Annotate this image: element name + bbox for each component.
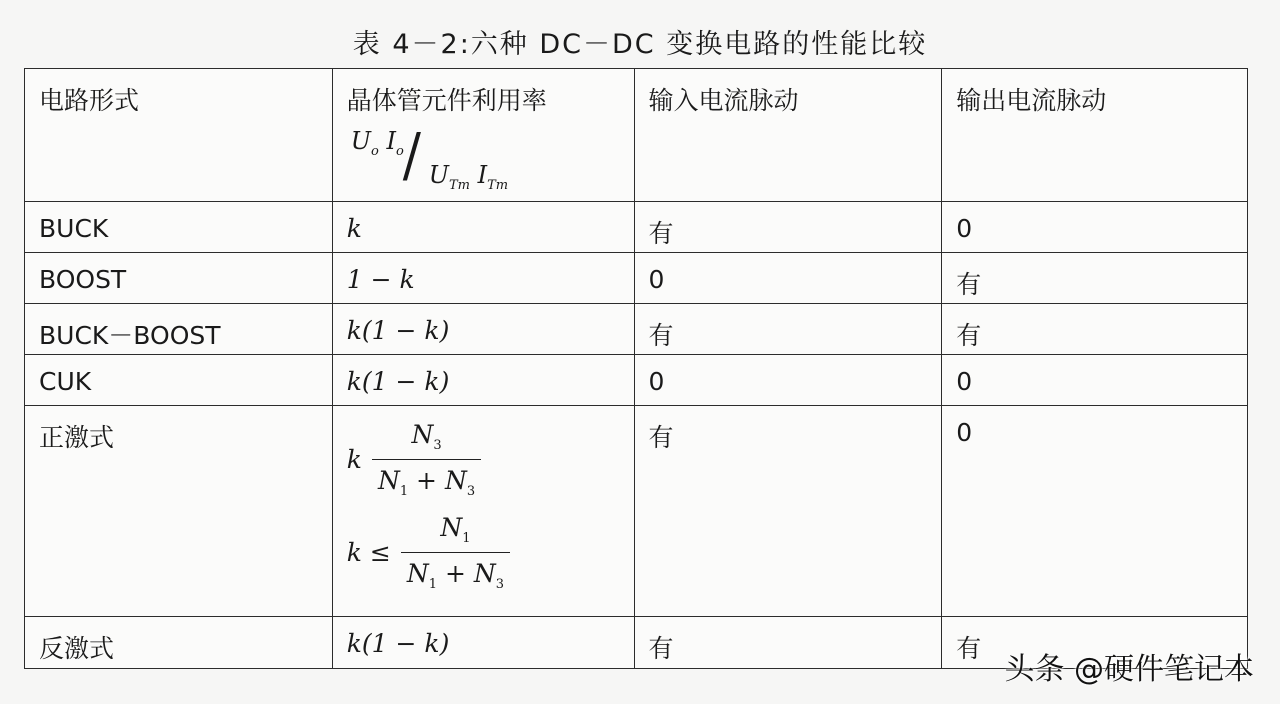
header-output-ripple: 输出电流脉动 [942, 69, 1248, 202]
cell-type: BUCK－BOOST [25, 304, 333, 355]
cell-utilization [332, 406, 634, 617]
cell-output-ripple: 有 [942, 253, 1248, 304]
forward-formula-2: k ≤ $\frac{N_1}{N_1 + N_3}$ [347, 513, 620, 592]
cell-utilization: k [332, 202, 634, 253]
cell-type: 反激式 [25, 617, 333, 669]
header-utilization-label: 晶体管元件利用率 [346, 86, 547, 115]
cell-utilization: 1 − k [332, 253, 634, 304]
cell-utilization: k(1 − k) [332, 304, 634, 355]
cell-utilization: k(1 − k) [332, 617, 634, 669]
table-row [25, 253, 1248, 304]
table-row [25, 304, 1248, 355]
cell-type: BUCK [25, 202, 333, 253]
cell-input-ripple: 有 [634, 304, 942, 355]
cell-output-ripple: 0 [942, 202, 1248, 253]
cell-type: CUK [25, 355, 333, 406]
cell-type: BOOST [25, 253, 333, 304]
table-title: 表 4－2:六种 DC－DC 变换电路的性能比较 [352, 29, 928, 60]
table-row [25, 202, 1248, 253]
cell-output-ripple: 0 [942, 406, 1248, 617]
table-row [25, 355, 1248, 406]
header-row [25, 69, 1248, 202]
comparison-table [24, 68, 1248, 669]
cell-input-ripple: 0 [634, 355, 942, 406]
cell-type: 正激式 [25, 406, 333, 617]
cell-input-ripple: 0 [634, 253, 942, 304]
header-input-ripple: 输入电流脉动 [634, 69, 942, 202]
cell-input-ripple: 有 [634, 202, 942, 253]
cell-output-ripple: 0 [942, 355, 1248, 406]
cell-utilization: k(1 − k) [332, 355, 634, 406]
cell-input-ripple: 有 [634, 617, 942, 669]
cell-output-ripple: 有 [942, 304, 1248, 355]
cell-input-ripple: 有 [634, 406, 942, 617]
utilization-formula: $U_o$ $I_o$ / $U_{Tm}$ $I_{Tm}$ [350, 119, 509, 193]
cell-output-ripple: 有 [942, 617, 1248, 669]
table-row [25, 406, 1248, 617]
forward-formula-1: k $\frac{N_3}{N_1 + N_3}$ [347, 420, 620, 499]
watermark: 头条 @硬件笔记本 [1004, 652, 1254, 687]
header-circuit-type: 电路形式 [25, 69, 333, 202]
header-utilization [332, 69, 634, 202]
